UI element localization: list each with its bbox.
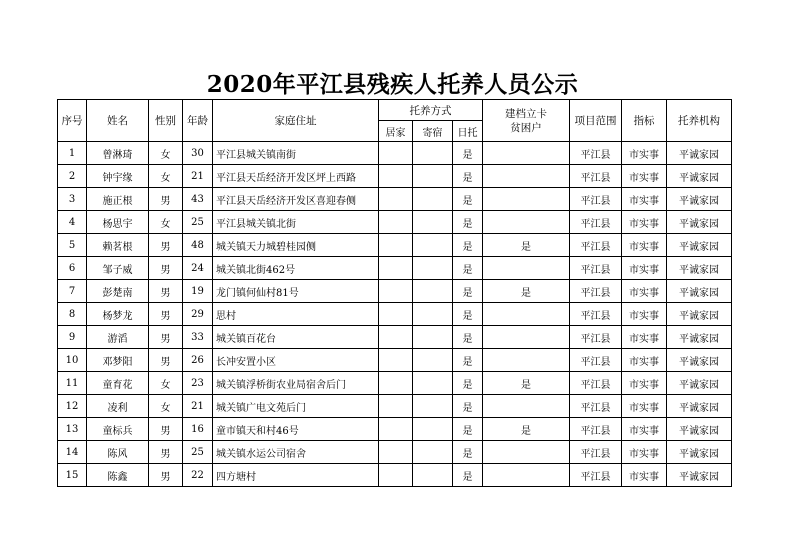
cell-poverty: 是 xyxy=(483,280,570,303)
cell-care-boarding xyxy=(413,303,453,326)
cell-project-scope: 平江县 xyxy=(570,188,622,211)
cell-care-day: 是 xyxy=(453,211,483,234)
cell-care-home xyxy=(379,395,413,418)
header-care-mode: 托养方式 xyxy=(379,100,483,121)
cell-poverty: 是 xyxy=(483,234,570,257)
cell-age: 16 xyxy=(183,418,213,441)
cell-address: 长冲安置小区 xyxy=(213,349,379,372)
cell-seq: 1 xyxy=(58,142,87,165)
cell-project-scope: 平江县 xyxy=(570,142,622,165)
cell-address: 城关镇浮桥街农业局宿舍后门 xyxy=(213,372,379,395)
cell-poverty xyxy=(483,142,570,165)
cell-name: 陈风 xyxy=(87,441,149,464)
cell-name: 杨思宇 xyxy=(87,211,149,234)
cell-address: 城关镇水运公司宿舍 xyxy=(213,441,379,464)
cell-indicator: 市实事 xyxy=(622,234,667,257)
cell-address: 城关镇北街462号 xyxy=(213,257,379,280)
cell-care-home xyxy=(379,418,413,441)
cell-project-scope: 平江县 xyxy=(570,395,622,418)
cell-seq: 6 xyxy=(58,257,87,280)
cell-age: 29 xyxy=(183,303,213,326)
cell-poverty xyxy=(483,257,570,280)
cell-care-boarding xyxy=(413,464,453,487)
cell-age: 21 xyxy=(183,165,213,188)
cell-care-boarding xyxy=(413,234,453,257)
cell-address: 平江县天岳经济开发区坪上西路 xyxy=(213,165,379,188)
cell-institution: 平诚家园 xyxy=(667,165,732,188)
cell-care-day: 是 xyxy=(453,165,483,188)
cell-age: 22 xyxy=(183,464,213,487)
cell-address: 城关镇广电文苑后门 xyxy=(213,395,379,418)
table-row xyxy=(58,349,732,372)
cell-care-home xyxy=(379,234,413,257)
cell-care-home xyxy=(379,326,413,349)
cell-seq: 8 xyxy=(58,303,87,326)
cell-gender: 男 xyxy=(149,464,183,487)
cell-project-scope: 平江县 xyxy=(570,280,622,303)
cell-project-scope: 平江县 xyxy=(570,234,622,257)
cell-project-scope: 平江县 xyxy=(570,372,622,395)
cell-address: 平江县天岳经济开发区喜迎春侧 xyxy=(213,188,379,211)
cell-indicator: 市实事 xyxy=(622,349,667,372)
cell-age: 48 xyxy=(183,234,213,257)
cell-gender: 男 xyxy=(149,303,183,326)
cell-care-home xyxy=(379,464,413,487)
table-row xyxy=(58,464,732,487)
table-row xyxy=(58,142,732,165)
cell-care-day: 是 xyxy=(453,418,483,441)
cell-institution: 平诚家园 xyxy=(667,349,732,372)
cell-name: 彭楚南 xyxy=(87,280,149,303)
cell-care-boarding xyxy=(413,165,453,188)
cell-name: 曾淋琦 xyxy=(87,142,149,165)
cell-care-day: 是 xyxy=(453,326,483,349)
cell-poverty xyxy=(483,349,570,372)
cell-care-boarding xyxy=(413,441,453,464)
cell-seq: 12 xyxy=(58,395,87,418)
cell-name: 童标兵 xyxy=(87,418,149,441)
cell-age: 24 xyxy=(183,257,213,280)
cell-indicator: 市实事 xyxy=(622,165,667,188)
cell-institution: 平诚家园 xyxy=(667,188,732,211)
cell-seq: 9 xyxy=(58,326,87,349)
cell-project-scope: 平江县 xyxy=(570,464,622,487)
header-care-day: 日托 xyxy=(453,121,483,142)
cell-age: 43 xyxy=(183,188,213,211)
page-title: 2020年平江县残疾人托养人员公示 xyxy=(206,71,579,98)
cell-institution: 平诚家园 xyxy=(667,234,732,257)
cell-care-boarding xyxy=(413,211,453,234)
cell-care-boarding xyxy=(413,326,453,349)
cell-gender: 男 xyxy=(149,257,183,280)
cell-care-boarding xyxy=(413,395,453,418)
cell-name: 钟宇缘 xyxy=(87,165,149,188)
cell-address: 平江县城关镇南街 xyxy=(213,142,379,165)
cell-age: 25 xyxy=(183,211,213,234)
cell-project-scope: 平江县 xyxy=(570,165,622,188)
cell-project-scope: 平江县 xyxy=(570,418,622,441)
cell-age: 33 xyxy=(183,326,213,349)
cell-care-boarding xyxy=(413,142,453,165)
cell-poverty xyxy=(483,165,570,188)
cell-seq: 13 xyxy=(58,418,87,441)
cell-care-home xyxy=(379,372,413,395)
cell-care-boarding xyxy=(413,280,453,303)
cell-name: 邹子威 xyxy=(87,257,149,280)
cell-care-day: 是 xyxy=(453,372,483,395)
cell-gender: 男 xyxy=(149,280,183,303)
cell-gender: 女 xyxy=(149,165,183,188)
cell-poverty xyxy=(483,303,570,326)
cell-indicator: 市实事 xyxy=(622,303,667,326)
cell-name: 凌利 xyxy=(87,395,149,418)
cell-poverty xyxy=(483,441,570,464)
cell-gender: 男 xyxy=(149,418,183,441)
cell-address: 龙门镇何仙村81号 xyxy=(213,280,379,303)
table-row xyxy=(58,372,732,395)
header-care-home: 居家 xyxy=(379,121,413,142)
cell-care-home xyxy=(379,257,413,280)
header-indicator: 指标 xyxy=(622,100,667,142)
roster-table xyxy=(57,99,732,487)
header-poverty xyxy=(483,100,570,142)
cell-indicator: 市实事 xyxy=(622,188,667,211)
cell-institution: 平诚家园 xyxy=(667,395,732,418)
cell-poverty xyxy=(483,395,570,418)
cell-care-boarding xyxy=(413,349,453,372)
cell-seq: 2 xyxy=(58,165,87,188)
cell-project-scope: 平江县 xyxy=(570,326,622,349)
cell-care-day: 是 xyxy=(453,395,483,418)
cell-address: 四方塘村 xyxy=(213,464,379,487)
cell-care-day: 是 xyxy=(453,303,483,326)
cell-indicator: 市实事 xyxy=(622,280,667,303)
cell-care-home xyxy=(379,188,413,211)
header-poverty-line2: 贫困户 xyxy=(510,121,542,134)
cell-indicator: 市实事 xyxy=(622,395,667,418)
header-care-boarding: 寄宿 xyxy=(413,121,453,142)
cell-care-day: 是 xyxy=(453,464,483,487)
cell-care-day: 是 xyxy=(453,441,483,464)
cell-indicator: 市实事 xyxy=(622,211,667,234)
cell-address: 城关镇百花台 xyxy=(213,326,379,349)
cell-seq: 5 xyxy=(58,234,87,257)
cell-age: 30 xyxy=(183,142,213,165)
cell-care-day: 是 xyxy=(453,188,483,211)
cell-seq: 15 xyxy=(58,464,87,487)
cell-project-scope: 平江县 xyxy=(570,211,622,234)
cell-name: 童育花 xyxy=(87,372,149,395)
table-row xyxy=(58,326,732,349)
cell-care-home xyxy=(379,165,413,188)
cell-gender: 女 xyxy=(149,211,183,234)
cell-name: 邓梦阳 xyxy=(87,349,149,372)
cell-gender: 男 xyxy=(149,188,183,211)
cell-care-day: 是 xyxy=(453,280,483,303)
cell-project-scope: 平江县 xyxy=(570,349,622,372)
cell-gender: 男 xyxy=(149,441,183,464)
cell-care-home xyxy=(379,441,413,464)
cell-institution: 平诚家园 xyxy=(667,464,732,487)
cell-care-home xyxy=(379,303,413,326)
cell-poverty xyxy=(483,326,570,349)
table-row xyxy=(58,234,732,257)
cell-poverty xyxy=(483,188,570,211)
cell-institution: 平诚家园 xyxy=(667,303,732,326)
cell-age: 23 xyxy=(183,372,213,395)
table-row xyxy=(58,211,732,234)
cell-age: 26 xyxy=(183,349,213,372)
cell-poverty: 是 xyxy=(483,418,570,441)
cell-name: 杨梦龙 xyxy=(87,303,149,326)
cell-indicator: 市实事 xyxy=(622,418,667,441)
cell-address: 城关镇天力城碧桂园侧 xyxy=(213,234,379,257)
cell-institution: 平诚家园 xyxy=(667,372,732,395)
cell-care-boarding xyxy=(413,188,453,211)
cell-poverty xyxy=(483,464,570,487)
cell-seq: 10 xyxy=(58,349,87,372)
cell-address: 童市镇天和村46号 xyxy=(213,418,379,441)
cell-project-scope: 平江县 xyxy=(570,257,622,280)
cell-institution: 平诚家园 xyxy=(667,142,732,165)
cell-address: 思村 xyxy=(213,303,379,326)
cell-indicator: 市实事 xyxy=(622,257,667,280)
table-row xyxy=(58,303,732,326)
cell-age: 25 xyxy=(183,441,213,464)
cell-care-home xyxy=(379,211,413,234)
cell-name: 陈鑫 xyxy=(87,464,149,487)
cell-gender: 男 xyxy=(149,234,183,257)
cell-indicator: 市实事 xyxy=(622,464,667,487)
cell-care-day: 是 xyxy=(453,349,483,372)
cell-institution: 平诚家园 xyxy=(667,257,732,280)
cell-seq: 4 xyxy=(58,211,87,234)
cell-gender: 女 xyxy=(149,395,183,418)
header-institution: 托养机构 xyxy=(667,100,732,142)
cell-care-home xyxy=(379,142,413,165)
cell-institution: 平诚家园 xyxy=(667,418,732,441)
cell-name: 赖茗根 xyxy=(87,234,149,257)
cell-care-day: 是 xyxy=(453,234,483,257)
cell-care-day: 是 xyxy=(453,257,483,280)
cell-care-boarding xyxy=(413,418,453,441)
cell-care-home xyxy=(379,280,413,303)
header-address: 家庭住址 xyxy=(213,100,379,142)
table-row xyxy=(58,280,732,303)
cell-care-home xyxy=(379,349,413,372)
cell-indicator: 市实事 xyxy=(622,142,667,165)
cell-gender: 女 xyxy=(149,372,183,395)
header-project-scope: 项目范围 xyxy=(570,100,622,142)
table-row xyxy=(58,441,732,464)
header-seq: 序号 xyxy=(58,100,87,142)
cell-seq: 7 xyxy=(58,280,87,303)
cell-indicator: 市实事 xyxy=(622,441,667,464)
cell-indicator: 市实事 xyxy=(622,326,667,349)
table-row xyxy=(58,165,732,188)
header-age: 年龄 xyxy=(183,100,213,142)
cell-age: 21 xyxy=(183,395,213,418)
cell-institution: 平诚家园 xyxy=(667,280,732,303)
cell-seq: 3 xyxy=(58,188,87,211)
cell-care-boarding xyxy=(413,372,453,395)
cell-gender: 女 xyxy=(149,142,183,165)
cell-poverty xyxy=(483,211,570,234)
header-poverty-line1: 建档立卡 xyxy=(505,107,548,120)
cell-indicator: 市实事 xyxy=(622,372,667,395)
cell-age: 19 xyxy=(183,280,213,303)
cell-seq: 14 xyxy=(58,441,87,464)
table-row xyxy=(58,188,732,211)
table-row xyxy=(58,418,732,441)
cell-project-scope: 平江县 xyxy=(570,441,622,464)
cell-institution: 平诚家园 xyxy=(667,441,732,464)
table-row xyxy=(58,395,732,418)
header-gender: 性别 xyxy=(149,100,183,142)
cell-seq: 11 xyxy=(58,372,87,395)
cell-care-day: 是 xyxy=(453,142,483,165)
cell-poverty: 是 xyxy=(483,372,570,395)
cell-address: 平江县城关镇北街 xyxy=(213,211,379,234)
cell-care-boarding xyxy=(413,257,453,280)
table-row xyxy=(58,257,732,280)
cell-name: 游滔 xyxy=(87,326,149,349)
cell-institution: 平诚家园 xyxy=(667,326,732,349)
cell-project-scope: 平江县 xyxy=(570,303,622,326)
cell-institution: 平诚家园 xyxy=(667,211,732,234)
cell-gender: 男 xyxy=(149,326,183,349)
cell-name: 施正根 xyxy=(87,188,149,211)
header-name: 姓名 xyxy=(87,100,149,142)
cell-gender: 男 xyxy=(149,349,183,372)
